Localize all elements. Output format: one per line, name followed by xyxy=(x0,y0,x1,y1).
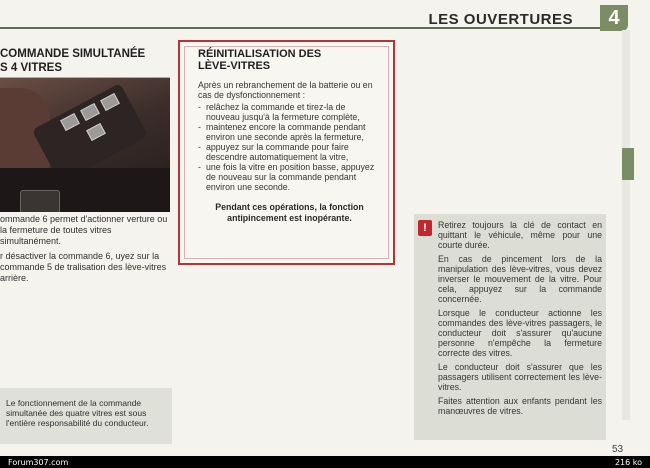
left-paragraph-2: r désactiver la commande 6, uyez sur la commande 5 de tralisation des lève-vitres arrière. xyxy=(0,251,167,283)
list-item: - appuyez sur la commande pour faire descendre automatiquement la vitre, xyxy=(198,142,381,162)
antipinch-warning: Pendant ces opérations, la fonction antipincement est inopérante. xyxy=(215,202,364,223)
chapter-number-tab: 4 xyxy=(600,5,628,31)
left-body-text xyxy=(0,214,170,288)
source-footer-bar xyxy=(0,456,650,468)
list-item: - une fois la vitre en position basse, appuyez de nouveau sur la commande pendant environ une seconde. xyxy=(198,162,381,192)
reinitialisation-box xyxy=(178,40,395,265)
left-paragraph-1: ommande 6 permet d'actionner verture ou la fermeture de toutes vitres simultanément. xyxy=(0,214,168,246)
source-site-label: Forum307.com xyxy=(8,457,69,467)
reinit-title xyxy=(198,48,381,72)
reinit-steps xyxy=(198,102,381,192)
section-title-line2: S 4 VITRES xyxy=(0,62,62,74)
chapter-title: LES OUVERTURES xyxy=(428,11,573,28)
reinit-title-line1: RÉINITIALISATION DES xyxy=(198,48,322,60)
list-item: - relâchez la commande et tirez-la de nouveau jusqu'à la fermeture complète, xyxy=(198,102,381,122)
warning-paragraph: Lorsque le conducteur actionne les commandes des lève-vitres passagers, le conducteur doit s'assurer qu'aucune personne n'empêche la fermeture correcte des vitres. xyxy=(438,308,602,358)
window-switch-photo xyxy=(0,77,170,212)
reinit-intro: Après un rebranchement de la batterie ou en cas de dysfonctionnement : xyxy=(198,80,373,100)
lock-switch-shape xyxy=(20,190,60,212)
safety-warning-box xyxy=(414,214,606,440)
page-number: 53 xyxy=(612,444,624,455)
side-chapter-marker xyxy=(622,148,634,180)
reinit-title-line2: LÈVE-VITRES xyxy=(198,60,271,72)
file-size-label: 216 ko xyxy=(614,457,642,467)
responsibility-note: Le fonctionnement de la commande simultanée des quatre vitres est sous l'entière responsabilité du conducteur. xyxy=(0,388,172,444)
section-title-simultaneous xyxy=(0,47,172,75)
list-item: - maintenez encore la commande pendant environ une seconde après la fermeture, xyxy=(198,122,381,142)
side-margin-bar xyxy=(622,30,630,420)
section-title-line1: COMMANDE SIMULTANÉE xyxy=(0,48,146,60)
warning-paragraph: En cas de pincement lors de la manipulation des lève-vitres, vous devez inverser le mouvement de la vitre. Pour cela, appuyez sur la commande concernée. xyxy=(438,254,602,304)
warning-paragraph: Retirez toujours la clé de contact en quittant le véhicule, même pour une courte durée. xyxy=(438,220,602,250)
warning-icon: ! xyxy=(418,220,432,236)
warning-paragraph: Faites attention aux enfants pendant les manœuvres de vitres. xyxy=(438,396,602,416)
warning-paragraph: Le conducteur doit s'assurer que les passagers utilisent correctement les lève-vitres. xyxy=(438,362,602,392)
